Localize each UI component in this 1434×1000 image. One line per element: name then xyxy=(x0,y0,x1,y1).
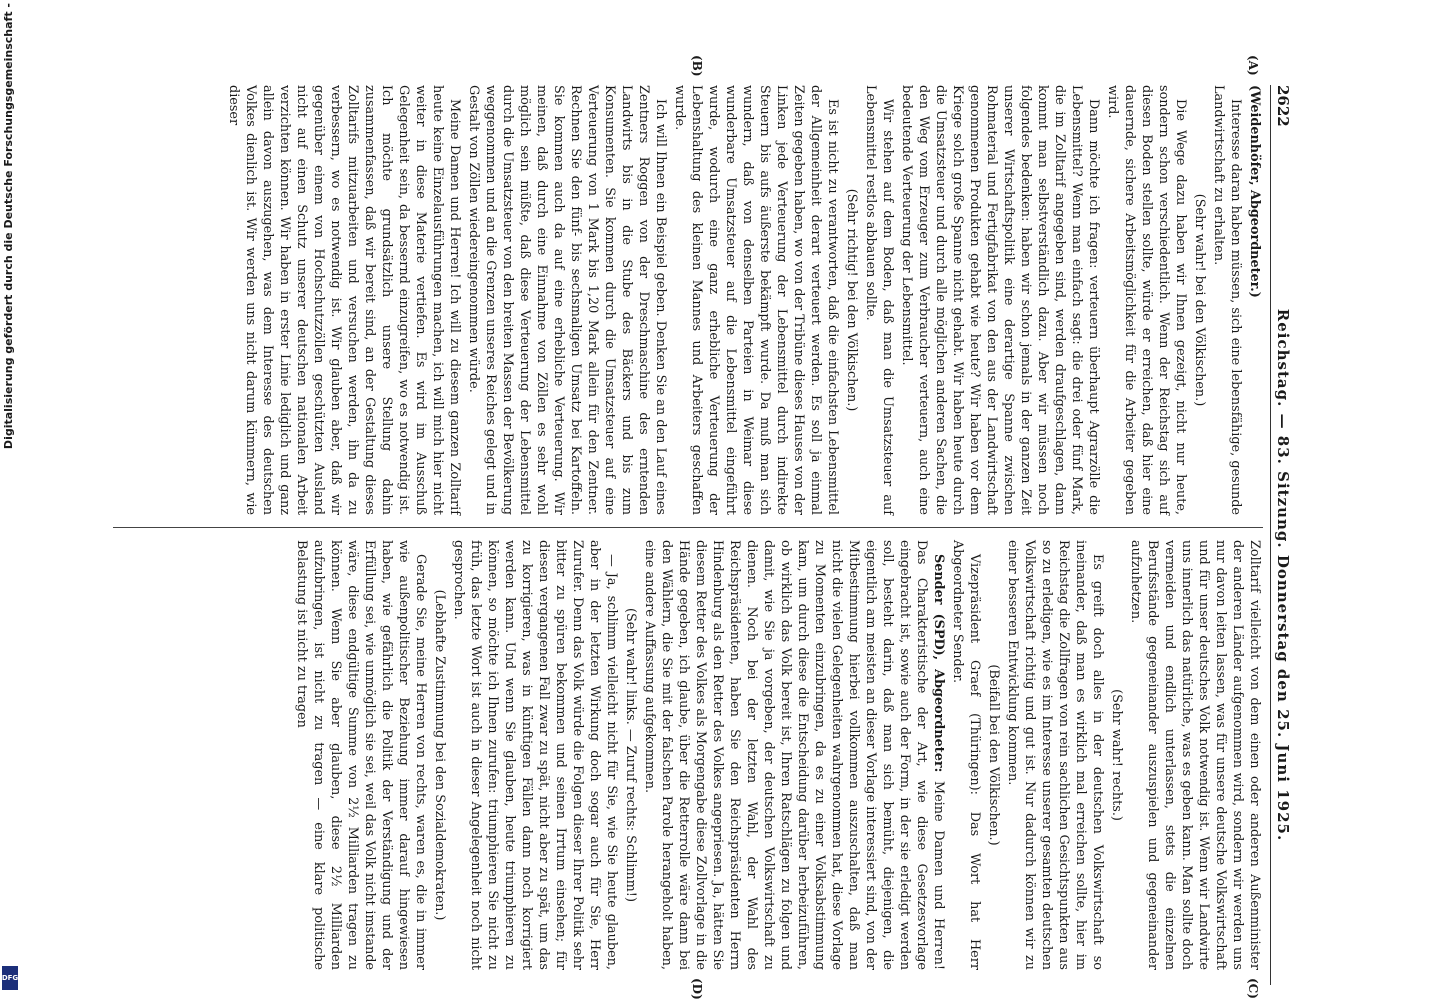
paragraph-text: Gerade Sie, meine Herren von rechts, waren es, die in immer wie außenpolitischer Beziehung immer darauf hingewiesen haben, wie gefährlich die Politik der Verständigung und der Erfüllung sei, wie unmöglich sie sei, weil das Volk nicht imstande wäre, diese endgültige Summe von 2½ Milliarden tragen zu können. Wenn Sie aber glauben, diese 2½ Milliarden aufzubringen, ist nicht zu tragen — eine klare politische Belastung ist nicht zu tragen xyxy=(294,540,428,970)
margin-marker-c: (C) xyxy=(1246,978,1260,999)
page-header xyxy=(1270,85,1295,985)
margin-marker-d: (D) xyxy=(690,978,704,1000)
paragraph-text: Ich will Ihnen ein Beispiel geben. Denken Sie an den Lauf eines Zentners Roggen von der Dreschmaschine des erntenden Landwirts bis in die Stube des Bäckers und bis zum Konsumenten. Sie kommen durch die Umsatzsteuer auf eine Verteuerung von 1 Mark bis 1,20 Mark allein für den Zentner. Rechnen Sie den fünf- bis sechsmaligen Umsatz bei Kartoffeln. Sie kommen auch da auf eine erhebliche Verteuerung. Wir meinen, daß durch eine Einnahme von Zöllen es sehr wohl möglich sein müßte, daß diese Verteuerung der Lebensmittel durch die Umsatzsteuer von den breiten Massen der Bevölkerung weggenommen und an die Grenzen unseres Reiches gelegt und in Gestalt von Zöllen wiedereingenommen würde. xyxy=(466,85,668,515)
paragraph xyxy=(1104,85,1189,515)
paragraph-text: Meine Damen und Herren! Ich will zu diesem ganzen Zolltarif heute keine Einzelausführungen machen, ich will mich hier nicht weiter in diese Materie vertiefen. Es wird im Ausschuß Gelegenheit sein, da bessernd einzugreifen, wo es notwendig ist. Ich möchte grundsätzlich unsere Stellung dahin zusammenfassen, daß wir bereit sind, an der Gestaltung dieses Zolltarifs mitzuarbeiten und versuchen werden, ihn da zu verbessern, wo es notwendig ist. Wir glauben aber, daß wir gegenüber einem von Hochschutzzöllen geschützten Ausland nicht auf einen Schutz unserer deutschen nationalen Arbeit verzichten können. Wir haben in erster Linie lediglich und ganz allein davon auszugehen, was dem Interesse des deutschen Volkes dienlich ist. Wir werden uns nicht darum kümmern, wie dieser xyxy=(226,85,462,515)
paragraph xyxy=(671,85,841,515)
interjection: (Lebhafte Zustimmung bei den Sozialdemokraten.) xyxy=(432,589,447,921)
margin-marker-a: (A) xyxy=(1246,55,1260,76)
paragraph-text: Meine Damen und Herren! Das Charakteristische der Art, wie diese Gesetzesvorlage eingebracht ist, sowie auch der Form, in der sie erledigt werden soll, besteht darin, daß man sich bemüht, diejenigen, die eigentlich am meisten an dieser Vorlage interessiert sind, von der Mitbestimmung hierbei vollkommen auszuschalten, daß man nicht die vielen Gelegenheiten wahrgenommen hat, diese Vorlage zu Momenten einzubringen, da es zu einer Volksabstimmung kam, um durch diese die Entscheidung darüber herbeizuführen, ob wirklich das Volk bereit ist, Ihren Ratschlägen zu folgen und damit, wie Sie ja vorgeben, der deutschen Volkswirtschaft zu dienen. Noch bei der letzten Wahl, der Wahl des Reichspräsidenten, haben Sie den Reichspräsidenten Herrn Hindenburg als den Retter des Volkes angepriesen. Ja, hätten Sie diesem Retter des Volkes als Morgengabe diese Zollvorlage in die Hände gegeben, ich glaube, über die Retterrolle wäre dann bei den Wählern, die Sie mit der falschen Parole herangeholt haben, eine andere Auffassung aufgekommen. xyxy=(642,540,946,970)
interjection: (Sehr wahr! bei den Völkischen.) xyxy=(1192,193,1207,407)
interjection: (Sehr wahr! links. — Zuruf rechts: Schlimm!) xyxy=(623,608,638,902)
left-column xyxy=(223,85,1263,515)
paragraph-text: Vizepräsident Graef (Thüringen): Das Wort hat Herr Abgeordneter Sender. xyxy=(950,540,982,970)
paragraph xyxy=(949,540,983,970)
paragraph-text: Die Wege dazu haben wir Ihnen gezeigt, nicht nur heute, sondern schon verschiedentlich. Wenn der Reichstag sich auf diesen Boden stellen sollte, würde er erreichen, daß hier eine dauernde, sichere Arbeitsmöglichkeit für die Arbeiter gegeben wird. xyxy=(1105,85,1188,515)
column-divider xyxy=(113,527,1263,528)
paragraph-text: Zolltarif vielleicht von dem einen oder anderen Außenminister der anderen Länder aufgenommen wird, sondern wir werden uns nur davon leiten lassen, was für unsere deutsche Volkswirtschaft und für unser deutsches Volk notwendig ist. Wenn wir Landwirte uns innerlich das natürliche, was es geben kann. Man sollte doch vermeiden und endlich unterlassen, stets die einzelnen Berufsstände gegeneinander auszuspielen und gegeneinander aufzuhetzen. xyxy=(1128,540,1262,970)
right-column xyxy=(291,540,1263,970)
dfg-logo: DFG xyxy=(2,966,18,990)
paragraph-text: Dann möchte ich fragen: verteuern überhaupt Agrarzölle die Lebensmittel? Wenn man einfach sagt: die drei oder fünf Mark, die im Zolltarif angegeben sind, werden draufgeschlagen, dann kommt man selbstverständlich dazu. Aber wir müssen noch folgendes bedenken: haben wir schon jemals in der ganzen Zeit unserer Wirtschaftspolitik eine derartige Spanne zwischen Rohmaterial und Fertigfabrikat von den aus der Landwirtschaft genommenen Produkten gehabt wie heute? Wir haben vor dem Kriege solch große Spanne nicht gehabt. Wir haben heute durch die Umsatzsteuer und durch alle möglichen anderen Sachen, die den Weg vom Erzeuger zum Verbraucher verteuern, auch eine bedeutende Verteuerung der Lebensmittel. xyxy=(899,85,1101,515)
paragraph xyxy=(1004,540,1106,970)
digitization-note: Digitalisierung gefördert durch die Deutsche Forschungsgemeinschaft - xyxy=(2,3,15,450)
paragraph xyxy=(1127,540,1263,970)
paragraph xyxy=(862,85,896,515)
speaker-name: Sender (SPD), Abgeordneter: xyxy=(931,554,946,773)
interjection: (Beifall bei den Völkischen.) xyxy=(986,664,1001,846)
paragraph xyxy=(1246,85,1263,515)
rotated-page xyxy=(100,55,1295,1000)
paragraph xyxy=(293,540,429,970)
paragraph xyxy=(641,540,947,970)
paragraph-text: Es ist nicht zu verantworten, daß die einfachsten Lebensmittel der Allgemeinheit derart verteuert werden. Es soll ja einmal Zeiten gegeben haben, wo von der Tribüne dieses Hauses von der Linken jede Verteuerung der Lebensmittel durch indirekte Steuern bis aufs äußerste bekämpft wurde. Da muß man sich wundern, daß von denselben Parteien in Weimar diese wunderbare Umsatzsteuer auf die Lebensmittel eingeführt wurde, wodurch eine ganz erhebliche Verteuerung der Lebenshaltung des kleinen Mannes und Arbeiters geschaffen wurde. xyxy=(672,85,840,515)
paragraph xyxy=(465,85,669,515)
paragraph-text: Interesse daran haben müssen, sich eine lebensfähige, gesunde Landwirtschaft zu erhalten. xyxy=(1211,85,1243,515)
paragraph xyxy=(225,85,463,515)
page-content xyxy=(105,55,1295,1000)
speaker-name: (Weidenhöfer, Abgeordneter.) xyxy=(1247,85,1262,298)
paragraph xyxy=(1210,85,1244,515)
page-number: 2622 xyxy=(1274,85,1293,127)
page-title: Reichstag. — 83. Sitzung. Donnerstag den 25. Juni 1925. xyxy=(1274,308,1293,842)
interjection: (Sehr wahr! rechts.) xyxy=(1109,689,1124,821)
paragraph xyxy=(450,540,620,970)
margin-marker-b: (B) xyxy=(690,55,704,77)
paragraph xyxy=(898,85,1102,515)
left-margin-strip xyxy=(0,0,22,1000)
paragraph-text: — Ja, schlimm vielleicht nicht für Sie, wie Sie heute glauben, aber in der letzten Wirkung doch sogar auch für Sie, Herr Zurufer. Denn das Volk würde die Folgen dieser Ihrer Politik sehr bitter zu spüren bekommen und seinen Irrtum einsehen; für diesen vergangenen Fall zwar zu spät, nicht aber zu spät, um das zu korrigieren, was in künftigen Fällen dann noch korrigiert werden kann. Und wenn Sie glauben, heute triumphieren zu können, so möchte ich Ihnen zurufen: triumphieren Sie nicht zu früh, das letzte Wort ist auch in dieser Angelegenheit noch nicht gesprochen. xyxy=(451,540,619,970)
interjection: (Sehr richtig! bei den Völkischen.) xyxy=(844,188,859,412)
paragraph-text: Es greift doch alles in der deutschen Volkswirtschaft so ineinander, daß man es wirklich mal erreichen sollte, hier im Reichstag die Zollfragen von rein sachlichen Gesichtspunkten aus so zu erledigen, wie es im Interesse unserer gesamten deutschen Volkswirtschaft richtig und gut ist. Nur dadurch können wir zu einer besseren Entwicklung kommen. xyxy=(1005,540,1105,970)
paragraph-text: Wir stehen auf dem Boden, daß man die Umsatzsteuer auf Lebensmittel restlos abbauen sollte. xyxy=(863,85,895,515)
